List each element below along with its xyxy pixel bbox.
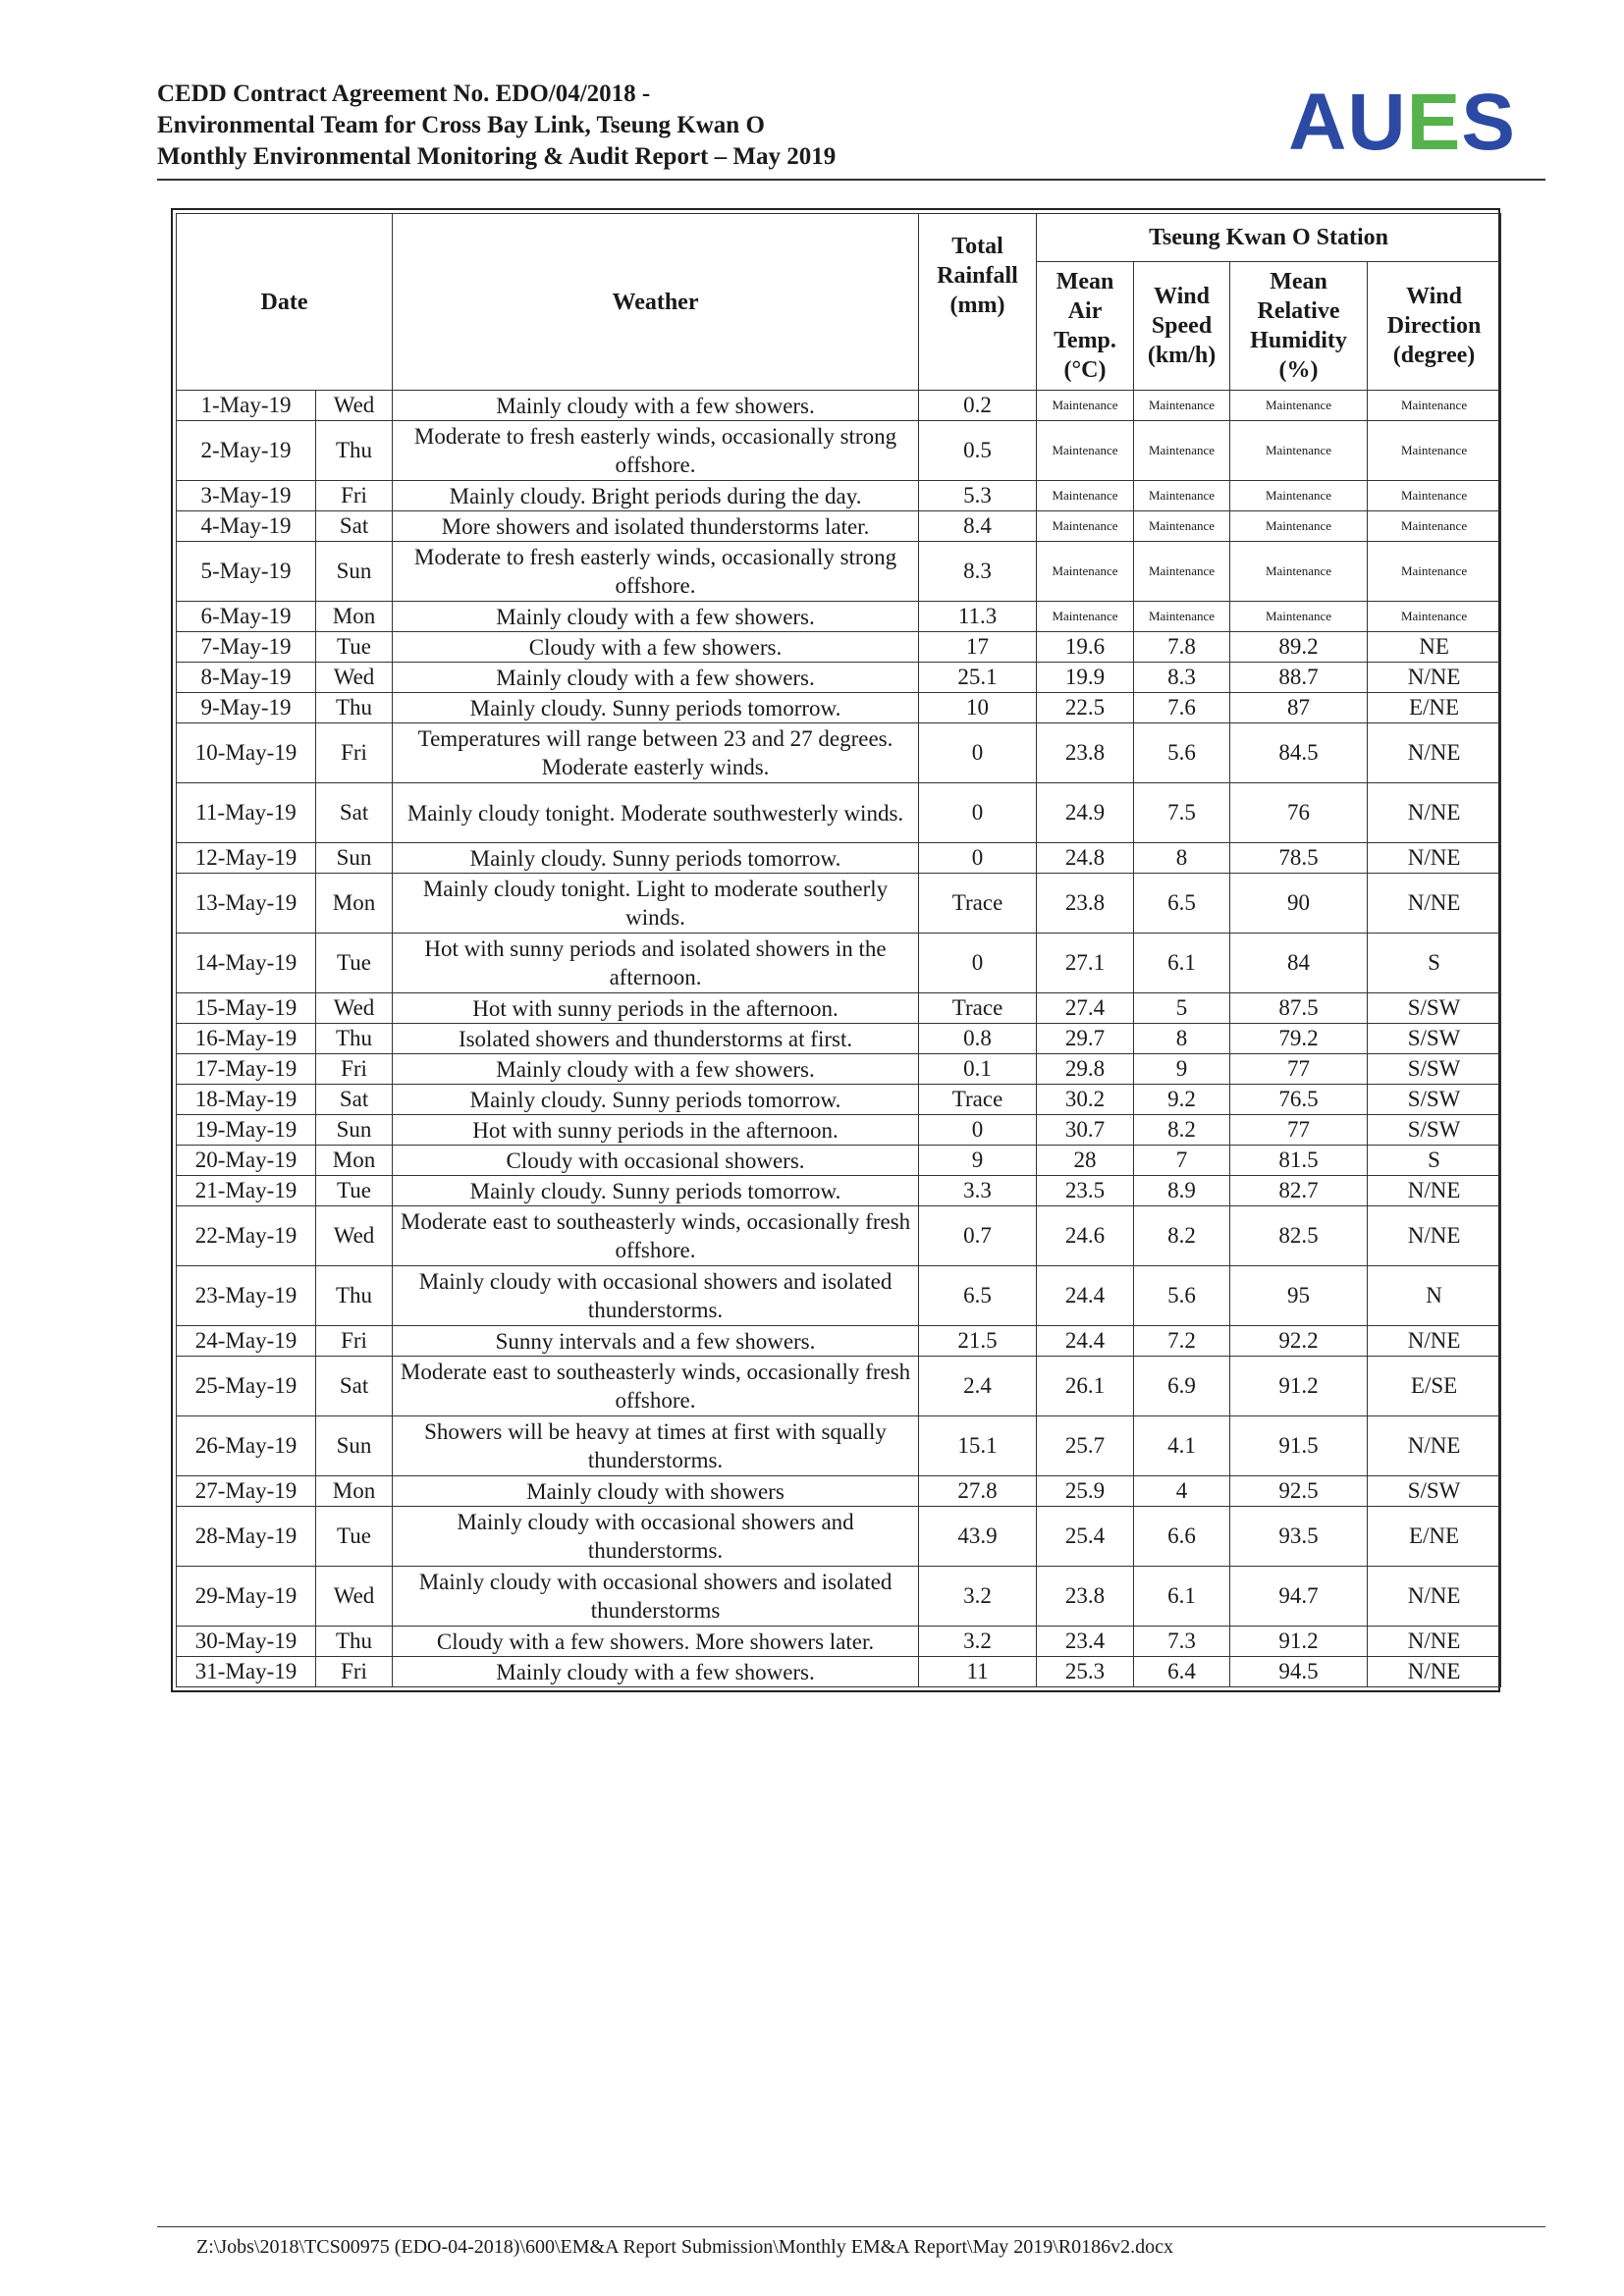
cell-rain: 0.2	[919, 391, 1037, 421]
cell-temp: 19.6	[1037, 632, 1134, 663]
cell-date: 18-May-19	[177, 1085, 316, 1115]
cell-hum: 84	[1230, 934, 1368, 993]
cell-hum: 84.5	[1230, 723, 1368, 783]
cell-date: 8-May-19	[177, 663, 316, 693]
cell-dir: N/NE	[1368, 1176, 1501, 1206]
cell-dir: S/SW	[1368, 993, 1501, 1024]
cell-temp: 29.8	[1037, 1054, 1134, 1085]
cell-hum: 82.7	[1230, 1176, 1368, 1206]
cell-dir: Maintenance	[1368, 511, 1501, 542]
cell-temp: Maintenance	[1037, 542, 1134, 602]
cell-temp: Maintenance	[1037, 391, 1134, 421]
cell-date: 14-May-19	[177, 934, 316, 993]
cell-temp: 26.1	[1037, 1357, 1134, 1416]
cell-day: Sat	[316, 783, 393, 843]
cell-dir: NE	[1368, 632, 1501, 663]
cell-date: 13-May-19	[177, 874, 316, 934]
cell-rain: Trace	[919, 874, 1037, 934]
cell-rain: 0	[919, 1115, 1037, 1146]
cell-date: 10-May-19	[177, 723, 316, 783]
cell-weather: Temperatures will range between 23 and 27 degrees. Moderate easterly winds.	[393, 723, 919, 783]
cell-speed: Maintenance	[1134, 542, 1230, 602]
cell-temp: 24.9	[1037, 783, 1134, 843]
cell-date: 4-May-19	[177, 511, 316, 542]
cell-day: Wed	[316, 993, 393, 1024]
cell-temp: 23.8	[1037, 723, 1134, 783]
cell-date: 1-May-19	[177, 391, 316, 421]
cell-speed: 5.6	[1134, 723, 1230, 783]
cell-date: 12-May-19	[177, 843, 316, 874]
table-row	[177, 1085, 1501, 1115]
cell-day: Tue	[316, 1507, 393, 1567]
cell-day: Thu	[316, 693, 393, 723]
cell-hum: 92.5	[1230, 1476, 1368, 1507]
page-header	[157, 79, 1545, 173]
cell-day: Fri	[316, 1054, 393, 1085]
cell-hum: 81.5	[1230, 1146, 1368, 1176]
table-row	[177, 1416, 1501, 1476]
cell-rain: 25.1	[919, 663, 1037, 693]
cell-rain: 0	[919, 723, 1037, 783]
header-line-contract: CEDD Contract Agreement No. EDO/04/2018 -	[157, 80, 651, 107]
cell-speed: 7.3	[1134, 1627, 1230, 1657]
cell-date: 29-May-19	[177, 1567, 316, 1627]
cell-speed: 9.2	[1134, 1085, 1230, 1115]
cell-temp: 25.3	[1037, 1657, 1134, 1687]
cell-date: 5-May-19	[177, 542, 316, 602]
cell-speed: 8.9	[1134, 1176, 1230, 1206]
cell-rain: 11.3	[919, 602, 1037, 632]
table-row	[177, 993, 1501, 1024]
cell-weather: Mainly cloudy with a few showers.	[393, 1054, 919, 1085]
cell-day: Fri	[316, 481, 393, 511]
table-row	[177, 1476, 1501, 1507]
cell-speed: 6.4	[1134, 1657, 1230, 1687]
cell-weather: Mainly cloudy with occasional showers and isolated thunderstorms	[393, 1567, 919, 1627]
table-row	[177, 511, 1501, 542]
table-row	[177, 542, 1501, 602]
cell-temp: 29.7	[1037, 1024, 1134, 1054]
cell-day: Sun	[316, 1115, 393, 1146]
cell-day: Fri	[316, 1326, 393, 1357]
cell-date: 20-May-19	[177, 1146, 316, 1176]
table-row	[177, 723, 1501, 783]
cell-day: Fri	[316, 1657, 393, 1687]
header-date: Date	[177, 214, 393, 391]
cell-speed: 7.2	[1134, 1326, 1230, 1357]
cell-dir: N/NE	[1368, 874, 1501, 934]
cell-temp: 30.2	[1037, 1085, 1134, 1115]
cell-rain: 27.8	[919, 1476, 1037, 1507]
cell-date: 6-May-19	[177, 602, 316, 632]
cell-hum: 91.5	[1230, 1416, 1368, 1476]
cell-date: 24-May-19	[177, 1326, 316, 1357]
cell-dir: S/SW	[1368, 1054, 1501, 1085]
header-rainfall: Total Rainfall (mm)	[919, 214, 1037, 391]
cell-day: Sat	[316, 1085, 393, 1115]
cell-day: Mon	[316, 874, 393, 934]
cell-weather: Mainly cloudy tonight. Light to moderate southerly winds.	[393, 874, 919, 934]
cell-hum: Maintenance	[1230, 602, 1368, 632]
cell-temp: 24.4	[1037, 1266, 1134, 1326]
cell-rain: 15.1	[919, 1416, 1037, 1476]
cell-weather: Moderate to fresh easterly winds, occasionally strong offshore.	[393, 421, 919, 481]
cell-speed: 6.6	[1134, 1507, 1230, 1567]
table-row	[177, 1115, 1501, 1146]
cell-date: 28-May-19	[177, 1507, 316, 1567]
cell-speed: 7.8	[1134, 632, 1230, 663]
weather-table-body	[177, 391, 1501, 1687]
cell-temp: Maintenance	[1037, 481, 1134, 511]
cell-date: 31-May-19	[177, 1657, 316, 1687]
cell-dir: N/NE	[1368, 1567, 1501, 1627]
cell-day: Thu	[316, 421, 393, 481]
cell-day: Thu	[316, 1266, 393, 1326]
cell-rain: 3.2	[919, 1567, 1037, 1627]
cell-dir: E/NE	[1368, 1507, 1501, 1567]
weather-table-frame	[171, 208, 1500, 1692]
cell-rain: 10	[919, 693, 1037, 723]
cell-hum: 93.5	[1230, 1507, 1368, 1567]
cell-weather: Isolated showers and thunderstorms at first.	[393, 1024, 919, 1054]
cell-dir: S/SW	[1368, 1115, 1501, 1146]
table-row	[177, 602, 1501, 632]
cell-date: 7-May-19	[177, 632, 316, 663]
cell-speed: 8	[1134, 843, 1230, 874]
cell-day: Wed	[316, 663, 393, 693]
cell-dir: E/NE	[1368, 693, 1501, 723]
cell-rain: 6.5	[919, 1266, 1037, 1326]
cell-temp: 30.7	[1037, 1115, 1134, 1146]
cell-hum: 87	[1230, 693, 1368, 723]
cell-temp: Maintenance	[1037, 602, 1134, 632]
header-weather: Weather	[393, 214, 919, 391]
cell-speed: 8.2	[1134, 1115, 1230, 1146]
cell-speed: 7.5	[1134, 783, 1230, 843]
cell-date: 19-May-19	[177, 1115, 316, 1146]
cell-hum: Maintenance	[1230, 391, 1368, 421]
cell-hum: 92.2	[1230, 1326, 1368, 1357]
cell-temp: 24.4	[1037, 1326, 1134, 1357]
cell-temp: Maintenance	[1037, 421, 1134, 481]
table-row	[177, 783, 1501, 843]
cell-dir: S	[1368, 1146, 1501, 1176]
header-station: Tseung Kwan O Station	[1037, 214, 1501, 262]
table-row	[177, 421, 1501, 481]
cell-dir: N/NE	[1368, 1326, 1501, 1357]
cell-weather: Sunny intervals and a few showers.	[393, 1326, 919, 1357]
cell-date: 23-May-19	[177, 1266, 316, 1326]
cell-day: Tue	[316, 1176, 393, 1206]
cell-day: Mon	[316, 1476, 393, 1507]
cell-dir: Maintenance	[1368, 421, 1501, 481]
cell-temp: 22.5	[1037, 693, 1134, 723]
cell-speed: 6.9	[1134, 1357, 1230, 1416]
cell-day: Wed	[316, 391, 393, 421]
cell-temp: 25.7	[1037, 1416, 1134, 1476]
cell-rain: 2.4	[919, 1357, 1037, 1416]
cell-speed: Maintenance	[1134, 511, 1230, 542]
cell-rain: 8.4	[919, 511, 1037, 542]
cell-speed: 7.6	[1134, 693, 1230, 723]
table-row	[177, 481, 1501, 511]
cell-hum: 91.2	[1230, 1357, 1368, 1416]
cell-date: 3-May-19	[177, 481, 316, 511]
cell-dir: Maintenance	[1368, 391, 1501, 421]
cell-hum: 77	[1230, 1054, 1368, 1085]
cell-day: Thu	[316, 1024, 393, 1054]
cell-hum: 87.5	[1230, 993, 1368, 1024]
cell-weather: Mainly cloudy with occasional showers and thunderstorms.	[393, 1507, 919, 1567]
cell-weather: Mainly cloudy with showers	[393, 1476, 919, 1507]
cell-weather: Mainly cloudy with a few showers.	[393, 391, 919, 421]
cell-dir: Maintenance	[1368, 542, 1501, 602]
table-row	[177, 693, 1501, 723]
cell-rain: 11	[919, 1657, 1037, 1687]
cell-dir: S/SW	[1368, 1024, 1501, 1054]
header-line-team: Environmental Team for Cross Bay Link, Tseung Kwan O	[157, 112, 765, 138]
cell-temp: Maintenance	[1037, 511, 1134, 542]
cell-weather: Mainly cloudy with a few showers.	[393, 663, 919, 693]
cell-day: Wed	[316, 1206, 393, 1266]
cell-rain: 17	[919, 632, 1037, 663]
cell-temp: 24.6	[1037, 1206, 1134, 1266]
cell-hum: 89.2	[1230, 632, 1368, 663]
cell-rain: Trace	[919, 993, 1037, 1024]
cell-rain: 43.9	[919, 1507, 1037, 1567]
cell-rain: 0	[919, 934, 1037, 993]
table-row	[177, 874, 1501, 934]
cell-weather: More showers and isolated thunderstorms later.	[393, 511, 919, 542]
cell-date: 27-May-19	[177, 1476, 316, 1507]
cell-weather: Showers will be heavy at times at first with squally thunderstorms.	[393, 1416, 919, 1476]
cell-day: Sun	[316, 542, 393, 602]
table-row	[177, 843, 1501, 874]
cell-date: 21-May-19	[177, 1176, 316, 1206]
cell-weather: Moderate east to southeasterly winds, occasionally fresh offshore.	[393, 1206, 919, 1266]
cell-rain: 5.3	[919, 481, 1037, 511]
cell-weather: Mainly cloudy with a few showers.	[393, 1657, 919, 1687]
cell-hum: 82.5	[1230, 1206, 1368, 1266]
cell-speed: 9	[1134, 1054, 1230, 1085]
table-row	[177, 1024, 1501, 1054]
cell-speed: Maintenance	[1134, 421, 1230, 481]
table-row	[177, 1326, 1501, 1357]
table-row	[177, 1054, 1501, 1085]
cell-speed: 8.3	[1134, 663, 1230, 693]
weather-table	[176, 213, 1501, 1687]
table-row	[177, 1266, 1501, 1326]
cell-date: 2-May-19	[177, 421, 316, 481]
cell-weather: Moderate to fresh easterly winds, occasionally strong offshore.	[393, 542, 919, 602]
header-humidity: Mean Relative Humidity (%)	[1230, 262, 1368, 391]
cell-date: 16-May-19	[177, 1024, 316, 1054]
cell-hum: 95	[1230, 1266, 1368, 1326]
table-row	[177, 1206, 1501, 1266]
cell-hum: 77	[1230, 1115, 1368, 1146]
header-line-report: Monthly Environmental Monitoring & Audit Report – May 2019	[157, 143, 837, 170]
cell-temp: 23.5	[1037, 1176, 1134, 1206]
cell-day: Thu	[316, 1627, 393, 1657]
cell-date: 25-May-19	[177, 1357, 316, 1416]
cell-hum: 88.7	[1230, 663, 1368, 693]
table-row	[177, 1357, 1501, 1416]
cell-hum: 76	[1230, 783, 1368, 843]
cell-rain: Trace	[919, 1085, 1037, 1115]
cell-weather: Cloudy with a few showers. More showers later.	[393, 1627, 919, 1657]
cell-day: Sun	[316, 843, 393, 874]
cell-weather: Hot with sunny periods in the afternoon.	[393, 993, 919, 1024]
cell-dir: N/NE	[1368, 1416, 1501, 1476]
cell-speed: 6.1	[1134, 934, 1230, 993]
cell-weather: Mainly cloudy tonight. Moderate southwesterly winds.	[393, 783, 919, 843]
cell-temp: 28	[1037, 1146, 1134, 1176]
cell-temp: 27.1	[1037, 934, 1134, 993]
cell-day: Fri	[316, 723, 393, 783]
cell-date: 9-May-19	[177, 693, 316, 723]
cell-hum: Maintenance	[1230, 542, 1368, 602]
cell-hum: 91.2	[1230, 1627, 1368, 1657]
cell-dir: E/SE	[1368, 1357, 1501, 1416]
cell-day: Tue	[316, 632, 393, 663]
cell-date: 17-May-19	[177, 1054, 316, 1085]
cell-hum: 76.5	[1230, 1085, 1368, 1115]
cell-weather: Moderate east to southeasterly winds, occasionally fresh offshore.	[393, 1357, 919, 1416]
cell-dir: S/SW	[1368, 1085, 1501, 1115]
cell-speed: Maintenance	[1134, 481, 1230, 511]
cell-temp: 25.9	[1037, 1476, 1134, 1507]
cell-weather: Cloudy with occasional showers.	[393, 1146, 919, 1176]
cell-day: Wed	[316, 1567, 393, 1627]
cell-hum: 78.5	[1230, 843, 1368, 874]
cell-rain: 0	[919, 783, 1037, 843]
cell-speed: Maintenance	[1134, 602, 1230, 632]
cell-dir: S/SW	[1368, 1476, 1501, 1507]
cell-speed: 4	[1134, 1476, 1230, 1507]
cell-rain: 3.2	[919, 1627, 1037, 1657]
cell-dir: N/NE	[1368, 843, 1501, 874]
cell-weather: Mainly cloudy. Sunny periods tomorrow.	[393, 1176, 919, 1206]
cell-dir: S	[1368, 934, 1501, 993]
cell-weather: Mainly cloudy. Sunny periods tomorrow.	[393, 843, 919, 874]
cell-speed: 6.5	[1134, 874, 1230, 934]
cell-dir: N/NE	[1368, 663, 1501, 693]
cell-rain: 3.3	[919, 1176, 1037, 1206]
cell-date: 30-May-19	[177, 1627, 316, 1657]
cell-temp: 24.8	[1037, 843, 1134, 874]
cell-date: 15-May-19	[177, 993, 316, 1024]
cell-day: Sat	[316, 1357, 393, 1416]
cell-rain: 0.8	[919, 1024, 1037, 1054]
header-temp: Mean Air Temp. (°C)	[1037, 262, 1134, 391]
table-row	[177, 1176, 1501, 1206]
cell-rain: 0	[919, 843, 1037, 874]
cell-rain: 0.1	[919, 1054, 1037, 1085]
cell-weather: Hot with sunny periods in the afternoon.	[393, 1115, 919, 1146]
table-row	[177, 663, 1501, 693]
cell-hum: Maintenance	[1230, 511, 1368, 542]
cell-dir: N/NE	[1368, 723, 1501, 783]
cell-temp: 19.9	[1037, 663, 1134, 693]
cell-date: 11-May-19	[177, 783, 316, 843]
footer-divider	[157, 2226, 1545, 2227]
table-row	[177, 1657, 1501, 1687]
cell-speed: 8.2	[1134, 1206, 1230, 1266]
cell-speed: 5.6	[1134, 1266, 1230, 1326]
cell-weather: Mainly cloudy with a few showers.	[393, 602, 919, 632]
cell-speed: 5	[1134, 993, 1230, 1024]
cell-day: Tue	[316, 934, 393, 993]
cell-rain: 0.7	[919, 1206, 1037, 1266]
cell-hum: 90	[1230, 874, 1368, 934]
cell-hum: 94.5	[1230, 1657, 1368, 1687]
header-divider	[157, 179, 1545, 181]
cell-day: Sun	[316, 1416, 393, 1476]
cell-dir: N/NE	[1368, 1657, 1501, 1687]
cell-hum: 94.7	[1230, 1567, 1368, 1627]
cell-weather: Mainly cloudy with occasional showers and isolated thunderstorms.	[393, 1266, 919, 1326]
cell-date: 26-May-19	[177, 1416, 316, 1476]
header-wind-direction: Wind Direction (degree)	[1368, 262, 1501, 391]
cell-rain: 9	[919, 1146, 1037, 1176]
cell-speed: 8	[1134, 1024, 1230, 1054]
table-row	[177, 1627, 1501, 1657]
cell-dir: N/NE	[1368, 1206, 1501, 1266]
cell-day: Sat	[316, 511, 393, 542]
cell-dir: N	[1368, 1266, 1501, 1326]
cell-temp: 25.4	[1037, 1507, 1134, 1567]
cell-day: Mon	[316, 1146, 393, 1176]
cell-hum: 79.2	[1230, 1024, 1368, 1054]
cell-hum: Maintenance	[1230, 421, 1368, 481]
cell-temp: 23.8	[1037, 1567, 1134, 1627]
table-row	[177, 934, 1501, 993]
cell-temp: 23.4	[1037, 1627, 1134, 1657]
cell-speed: 7	[1134, 1146, 1230, 1176]
cell-speed: 4.1	[1134, 1416, 1230, 1476]
table-row	[177, 1507, 1501, 1567]
cell-speed: 6.1	[1134, 1567, 1230, 1627]
cell-hum: Maintenance	[1230, 481, 1368, 511]
aues-logo: AUES	[1288, 78, 1516, 167]
table-row	[177, 1567, 1501, 1627]
cell-weather: Mainly cloudy. Sunny periods tomorrow.	[393, 1085, 919, 1115]
footer-file-path: Z:\Jobs\2018\TCS00975 (EDO-04-2018)\600\EM&A Report Submission\Monthly EM&A Report\May 2019\R0186v2.docx	[196, 2236, 1174, 2258]
cell-rain: 8.3	[919, 542, 1037, 602]
cell-temp: 27.4	[1037, 993, 1134, 1024]
cell-dir: N/NE	[1368, 783, 1501, 843]
header-wind-speed: Wind Speed (km/h)	[1134, 262, 1230, 391]
table-row	[177, 1146, 1501, 1176]
table-row	[177, 632, 1501, 663]
cell-speed: Maintenance	[1134, 391, 1230, 421]
cell-rain: 21.5	[919, 1326, 1037, 1357]
cell-weather: Cloudy with a few showers.	[393, 632, 919, 663]
cell-dir: Maintenance	[1368, 481, 1501, 511]
cell-dir: N/NE	[1368, 1627, 1501, 1657]
cell-weather: Mainly cloudy. Bright periods during the day.	[393, 481, 919, 511]
table-row	[177, 391, 1501, 421]
cell-weather: Hot with sunny periods and isolated showers in the afternoon.	[393, 934, 919, 993]
cell-date: 22-May-19	[177, 1206, 316, 1266]
cell-dir: Maintenance	[1368, 602, 1501, 632]
cell-day: Mon	[316, 602, 393, 632]
cell-temp: 23.8	[1037, 874, 1134, 934]
cell-rain: 0.5	[919, 421, 1037, 481]
cell-weather: Mainly cloudy. Sunny periods tomorrow.	[393, 693, 919, 723]
